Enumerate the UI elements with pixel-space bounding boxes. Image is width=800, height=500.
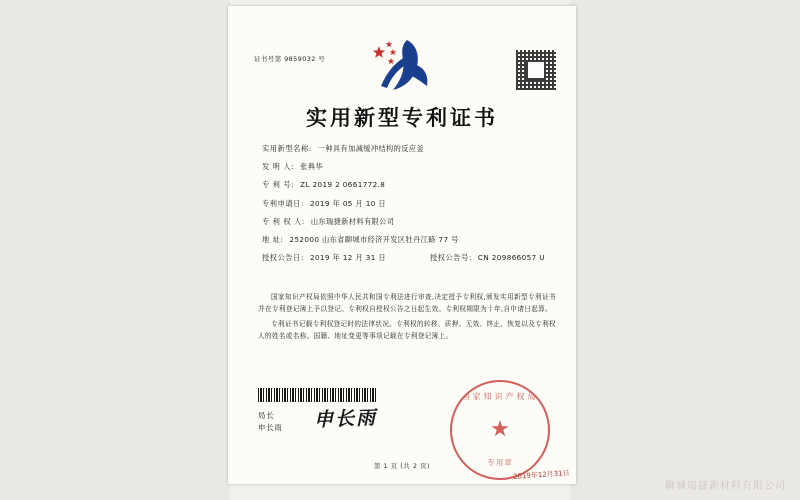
field-label: 专利申请日:	[262, 198, 304, 208]
field-value: ZL 2019 2 0661772.8	[300, 180, 386, 190]
field-value: 252000 山东省聊城市经济开发区牡丹江路 77 号	[289, 235, 459, 245]
grant-date-label: 授权公告日:	[262, 253, 304, 263]
watermark-text: 聊城瑞捷新材料有限公司	[665, 481, 786, 492]
grant-number-label: 授权公告号:	[429, 253, 472, 263]
certificate-fields	[262, 144, 554, 272]
field-label: 地 址:	[262, 235, 284, 245]
field-value: 山东瑞捷新材料有限公司	[310, 216, 395, 226]
field-label: 实用新型名称:	[262, 144, 312, 153]
page-background-right	[570, 0, 800, 500]
barcode-icon	[258, 388, 378, 402]
handwritten-signature: 申长雨	[313, 406, 378, 432]
field-label: 发 明 人:	[262, 162, 295, 172]
certificate-title: 实用新型专利证书	[306, 105, 498, 130]
cnipa-emblem-icon	[367, 36, 437, 92]
field-label: 专 利 号:	[262, 180, 295, 190]
certificate-number: 证书号第 9859032 号	[254, 55, 326, 63]
field-row	[262, 180, 554, 190]
seal-date: 2019年12月31日	[513, 469, 571, 481]
field-value: 一种具有加减缓冲结构的反应釜	[317, 144, 424, 153]
grant-announcement-row	[262, 253, 554, 263]
certificate-sheet	[228, 6, 576, 484]
signature-name: 申长雨	[258, 422, 283, 432]
field-row	[262, 217, 554, 227]
grant-number-value: CN 209866057 U	[477, 253, 545, 263]
field-value: 2019 年 05 月 10 日	[309, 198, 386, 208]
page-number: 第 1 页 (共 2 页)	[373, 462, 431, 470]
field-row	[262, 235, 554, 245]
qr-code-icon	[516, 50, 556, 90]
body-paragraph: 国家知识产权局依照中华人民共和国专利法进行审查,决定授予专利权,颁发实用新型专利证书并在专利登记簿上予以登记。专利权自授权公告之日起生效。专利权期限为十年,自申请日起算。	[258, 293, 556, 313]
seal-star-icon: ★	[490, 417, 510, 442]
field-row	[262, 162, 554, 172]
grant-date-value: 2019 年 12 月 31 日	[309, 253, 386, 263]
field-value: 张典华	[300, 162, 323, 172]
signature-block	[258, 410, 283, 434]
field-row	[262, 144, 554, 154]
page-background-left	[0, 0, 230, 500]
body-paragraph: 专利证书记载专利权登记时的法律状况。专利权的转移、质押、无效、终止、恢复以及专利权人的姓名或名称、国籍、地址变更等事项记载在专利登记簿上。	[258, 320, 556, 340]
field-label: 专 利 权 人:	[262, 216, 305, 226]
field-row	[262, 199, 554, 209]
certificate-body-text	[258, 292, 556, 346]
seal-bottom-text: 专用章	[487, 458, 513, 467]
signature-title: 局长	[258, 411, 275, 420]
seal-top-text: 国家知识产权局	[461, 392, 539, 401]
